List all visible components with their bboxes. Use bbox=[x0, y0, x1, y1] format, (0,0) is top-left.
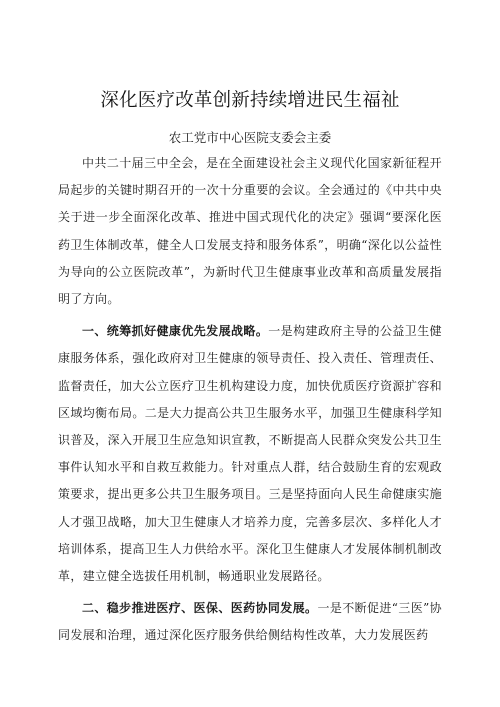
section-paragraph-1 bbox=[58, 318, 442, 590]
intro-paragraph: 中共二十届三中全会，是在全面建设社会主义现代化国家新征程开局起步的关键时期召开的一次十分重要的会议。全会通过的《中共中央关于进一步全面深化改革、推进中国式现代化的决定》强调“要深化医药卫生体制改革，健全人口发展支持和服务体系”，明确“深化以公益性为导向的公立医院改革”，为新时代卫生健康事业改革和高质量发展指明了方向。 bbox=[58, 156, 442, 307]
section-heading-2: 二、稳步推进医疗、医保、医药协同发展。 bbox=[82, 601, 318, 616]
section-body-2: 一是不断促进“三医”协同发展和治理，通过深化医疗服务供给侧结构性改革，大力发展医药 bbox=[58, 601, 442, 643]
document-title: 深化医疗改革创新持续增进民生福祉 bbox=[100, 90, 400, 111]
section-heading-1: 一、统筹抓好健康优先发展战略。 bbox=[82, 324, 269, 339]
section-body-1: 一是构建政府主导的公益卫生健康服务体系，强化政府对卫生健康的领导责任、投入责任、管理责任、监督责任，加大公立医疗卫生机构建设力度，加快优质医疗资源扩容和区域均衡布局。二是大力提高公共卫生服务水平，加强卫生健康科学知识普及，深入开展卫生应急知识宣教，不断提高人民群众突发公共卫生事件认知水平和自救互救能力。针对重点人群，结合鼓励生育的宏观政策要求，提出更多公共卫生服务项目。三是坚持面向人民生命健康实施人才强卫战略，加大卫生健康人才培养力度，完善多层次、多样化人才培训体系，提高卫生人力供给水平。深化卫生健康人才发展体制机制改革，建立健全选拔任用机制，畅通职业发展路径。 bbox=[58, 324, 442, 584]
author-line: 农工党市中心医院支委会主委 bbox=[168, 130, 332, 145]
section-paragraph-2 bbox=[58, 595, 442, 649]
